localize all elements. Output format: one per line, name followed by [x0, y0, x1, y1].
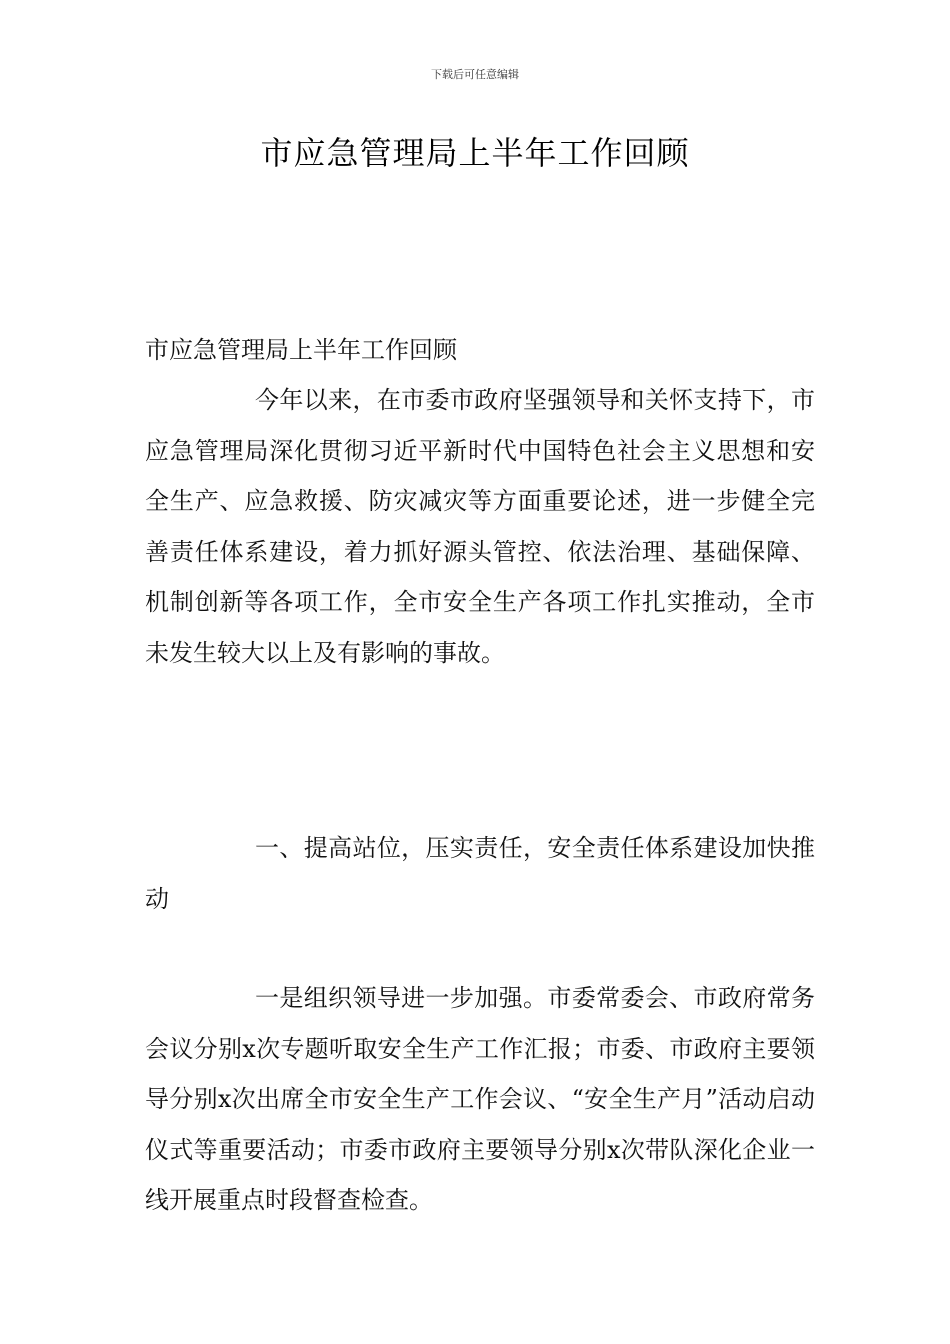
document-title: 市应急管理局上半年工作回顾: [260, 134, 690, 172]
header-note: 下载后可任意编辑: [431, 68, 519, 81]
section-paragraph: 一是组织领导进一步加强。市委常委会、市政府常务会议分别x次专题听取安全生产工作汇报；市委、市政府主要领导分别x次出席全市安全生产工作会议、“安全生产月”活动启动仪式等重要活动；市委市政府主要领导分别x次带队深化企业一线开展重点时段督查检查。: [145, 984, 815, 1214]
document-subtitle: 市应急管理局上半年工作回顾: [145, 336, 457, 364]
section-heading: 一、提高站位，压实责任，安全责任体系建设加快推动: [145, 834, 815, 913]
intro-paragraph: 今年以来，在市委市政府坚强领导和关怀支持下，市应急管理局深化贯彻习近平新时代中国特色社会主义思想和安全生产、应急救援、防灾减灾等方面重要论述，进一步健全完善责任体系建设，着力抓好源头管控、依法治理、基础保障、机制创新等各项工作，全市安全生产各项工作扎实推动，全市未发生较大以上及有影响的事故。: [145, 386, 815, 667]
